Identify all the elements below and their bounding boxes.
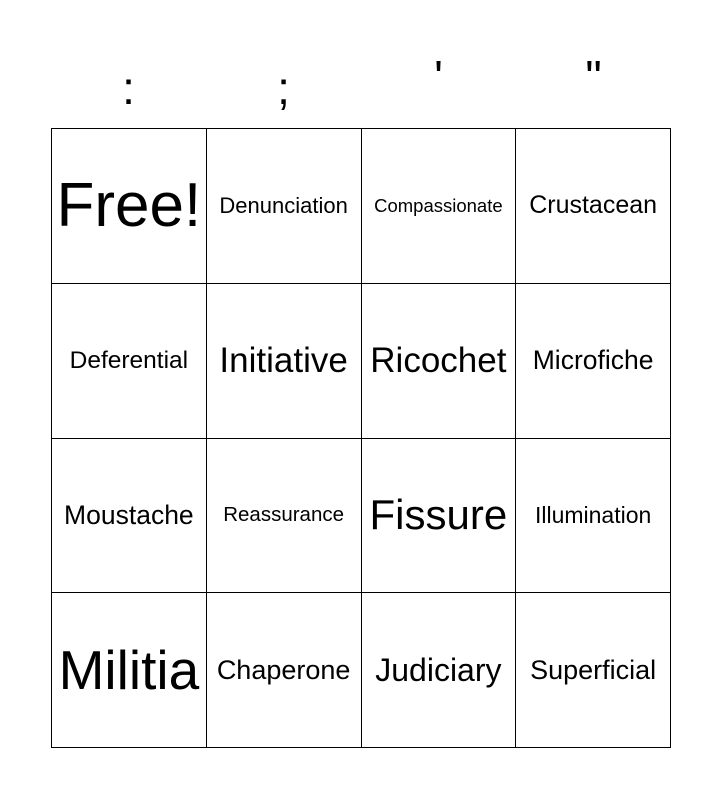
header-col-4: " — [585, 51, 602, 103]
bingo-cell: Illumination — [516, 439, 671, 594]
bingo-grid — [51, 128, 671, 748]
bingo-cell: Judiciary — [362, 593, 517, 748]
bingo-cell: Chaperone — [207, 593, 362, 748]
bingo-cell: Fissure — [362, 439, 517, 594]
header-col-2: ; — [277, 62, 290, 114]
header-col-3: ' — [434, 51, 443, 103]
bingo-cell: Ricochet — [362, 284, 517, 439]
bingo-cell-free: Free! — [52, 129, 207, 284]
bingo-cell: Deferential — [52, 284, 207, 439]
bingo-header — [51, 40, 671, 128]
bingo-cell: Microfiche — [516, 284, 671, 439]
bingo-cell: Reassurance — [207, 439, 362, 594]
bingo-cell: Denunciation — [207, 129, 362, 284]
bingo-cell: Militia — [52, 593, 207, 748]
bingo-cell: Superficial — [516, 593, 671, 748]
bingo-cell: Compassionate — [362, 129, 517, 284]
bingo-cell: Crustacean — [516, 129, 671, 284]
bingo-cell: Moustache — [52, 439, 207, 594]
header-col-1: : — [122, 62, 135, 114]
bingo-cell: Initiative — [207, 284, 362, 439]
